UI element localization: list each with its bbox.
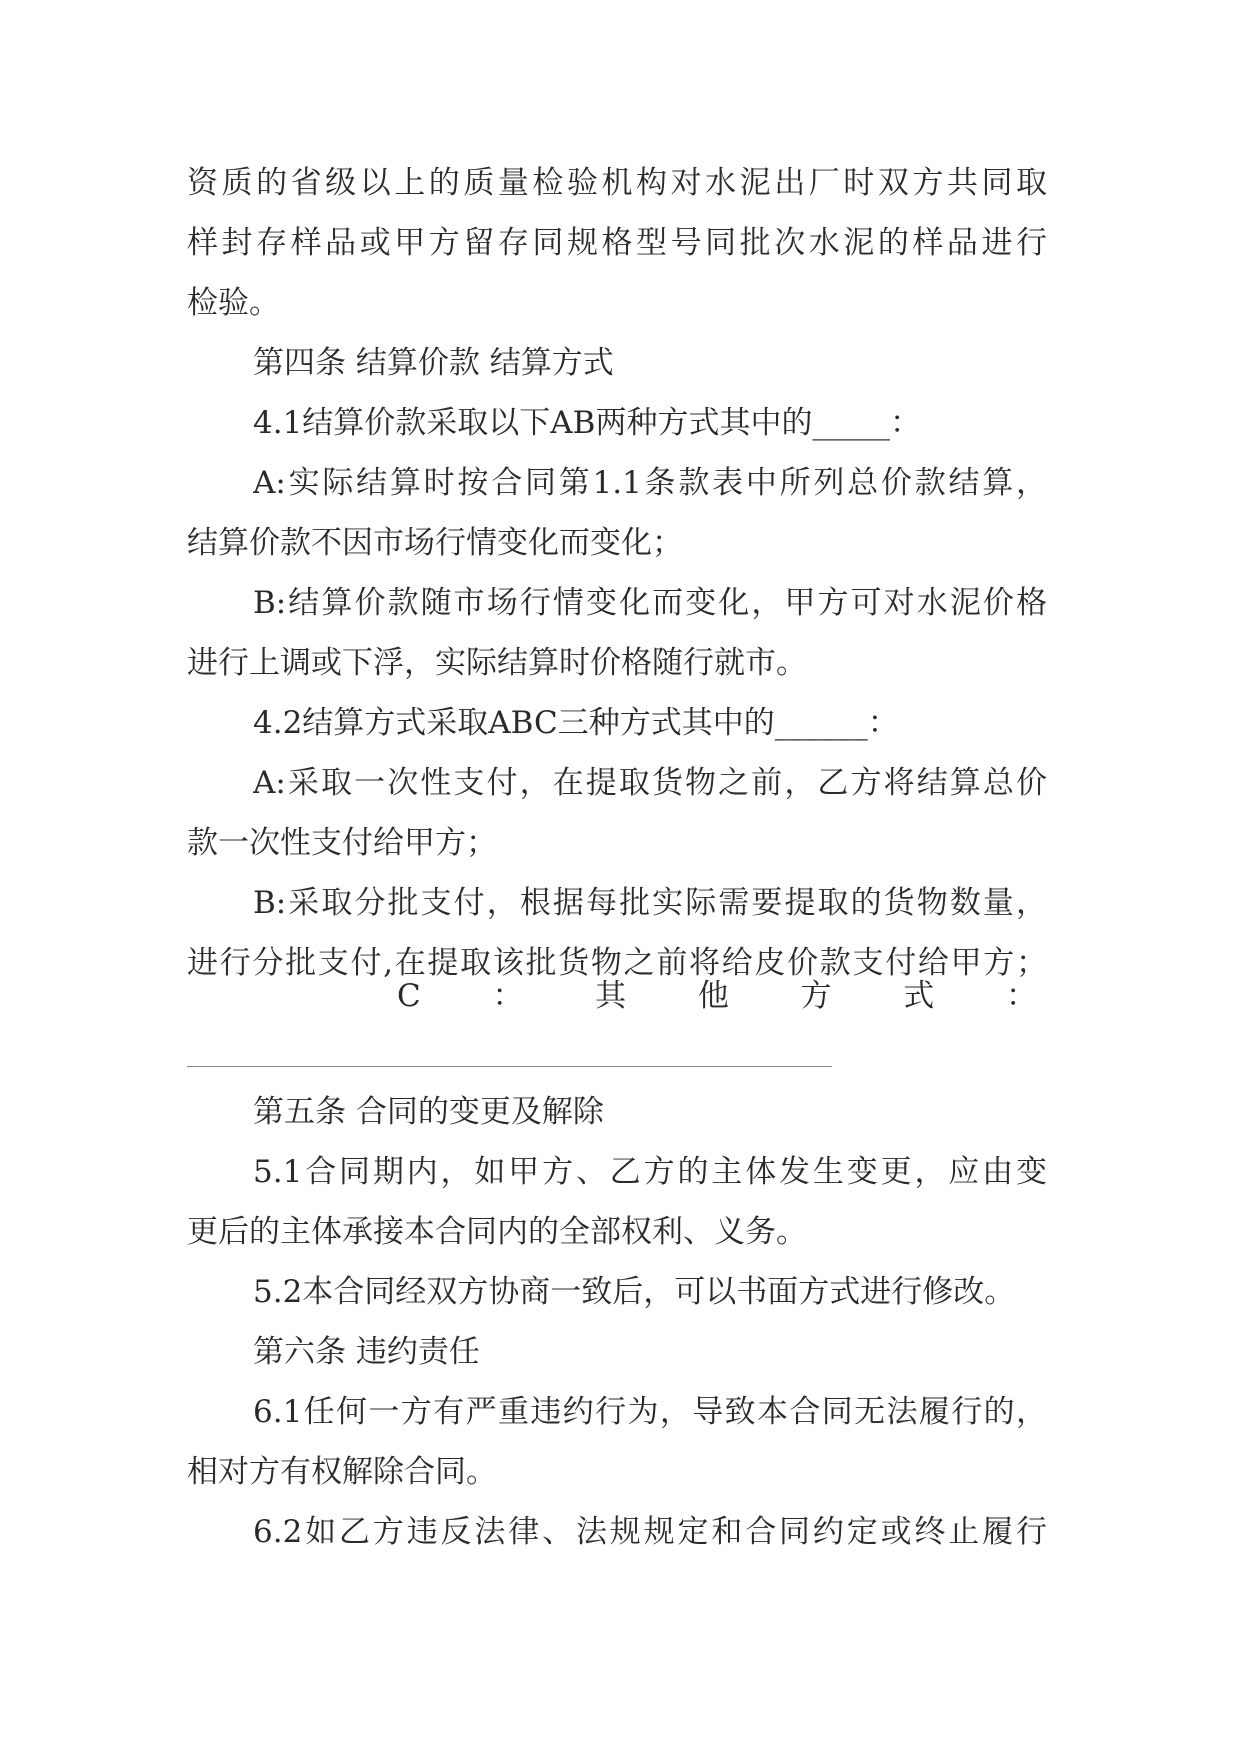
section-heading: 第五条 合同的变更及解除 — [253, 1094, 604, 1130]
paragraph-line: 结算价款不因市场行情变化而变化； — [187, 525, 683, 561]
section-heading: 第四条 结算价款 结算方式 — [253, 345, 614, 381]
option-c-char: 式 — [903, 978, 935, 1014]
paragraph-line: 进行分批支付,在提取该批货物之前将给皮价款支付给甲方； — [187, 945, 1047, 981]
paragraph-line: B:采取分批支付，根据每批实际需要提取的货物数量， — [253, 885, 1047, 921]
option-c-char: ： — [1005, 978, 1037, 1014]
paragraph-line: 6.1任何一方有严重违约行为，导致本合同无法履行的， — [253, 1394, 1047, 1430]
paragraph-line: 样封存样品或甲方留存同规格型号同批次水泥的样品进行 — [187, 225, 1047, 261]
paragraph-line: 资质的省级以上的质量检验机构对水泥出厂时双方共同取 — [187, 165, 1047, 201]
paragraph-line: 4.2结算方式采取ABC三种方式其中的______： — [253, 705, 899, 741]
paragraph-line: 5.1合同期内，如甲方、乙方的主体发生变更，应由变 — [253, 1154, 1047, 1190]
paragraph-line: A:实际结算时按合同第1.1条款表中所列总价款结算， — [253, 465, 1047, 501]
fill-in-blank-line — [187, 1066, 832, 1067]
paragraph-line: 4.1结算价款采取以下AB两种方式其中的_____： — [253, 405, 921, 441]
paragraph-line: 更后的主体承接本合同内的全部权利、义务。 — [187, 1214, 807, 1250]
paragraph-line: 5.2本合同经双方协商一致后，可以书面方式进行修改。 — [253, 1274, 1016, 1310]
paragraph-line: 6.2如乙方违反法律、法规规定和合同约定或终止履行 — [253, 1514, 1047, 1550]
option-c-char: 他 — [697, 978, 729, 1014]
section-heading: 第六条 违约责任 — [253, 1334, 480, 1370]
paragraph-line: 检验。 — [187, 285, 280, 321]
paragraph-line: 进行上调或下浮，实际结算时价格随行就市。 — [187, 645, 807, 681]
option-c-char: ： — [492, 978, 524, 1014]
paragraph-line: A:采取一次性支付，在提取货物之前，乙方将结算总价 — [253, 765, 1047, 801]
option-c-char: 其 — [595, 978, 627, 1014]
option-c-char: 方 — [800, 978, 832, 1014]
option-c-char: C — [397, 978, 421, 1014]
option-c-line — [397, 976, 1037, 1016]
paragraph-line: 款一次性支付给甲方； — [187, 825, 497, 861]
paragraph-line: B:结算价款随市场行情变化而变化，甲方可对水泥价格 — [253, 585, 1047, 621]
paragraph-line: 相对方有权解除合同。 — [187, 1454, 497, 1490]
